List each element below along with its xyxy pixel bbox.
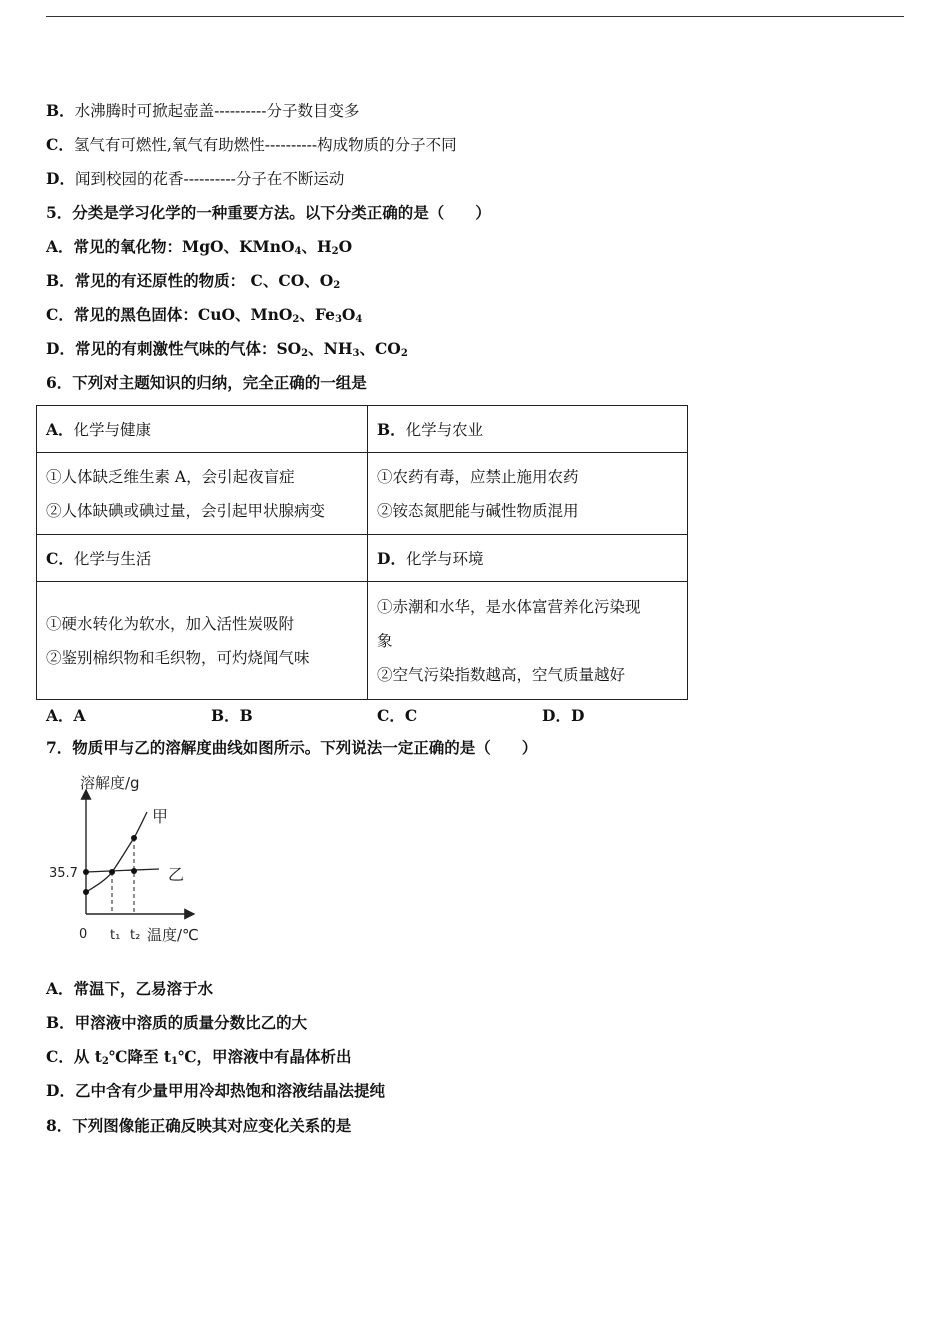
q4-option-d: D．闻到校园的花香----------分子在不断运动	[46, 169, 345, 188]
q5-option-a: A．常见的氧化物：MgO、KMnO$_4$、$H_2O$	[46, 237, 353, 257]
cell-d-line-2: ②空气污染指数越高，空气质量越好	[377, 665, 626, 684]
cell-a-body	[37, 453, 368, 535]
cell-b-title: B．化学与农业	[368, 406, 688, 453]
series-yi-label: 乙	[168, 865, 185, 884]
jia-t2-point	[131, 835, 137, 841]
q6-option-a: A．A	[46, 706, 86, 725]
cell-a-line-2: ②人体缺碘或碘过量，会引起甲状腺病变	[46, 501, 326, 520]
t1-label: t₁	[110, 928, 121, 943]
cell-d-body	[368, 582, 688, 700]
cell-c-line-2: ②鉴别棉织物和毛织物，可灼烧闻气味	[46, 648, 310, 667]
cell-c-title: C．化学与生活	[37, 535, 368, 582]
cell-c-body	[37, 582, 368, 700]
y-axis-label: 溶解度/g	[80, 774, 140, 792]
yi-start-point	[83, 869, 89, 875]
cell-a-line-1: ①人体缺乏维生素 A，会引起夜盲症	[46, 467, 295, 486]
q7-option-c: C．从 $t_2℃$降至 $t_1℃$，甲溶液中有晶体析出	[46, 1047, 352, 1067]
q7-stem: 7．物质甲与乙的溶解度曲线如图所示。下列说法一定正确的是（ ）	[46, 738, 538, 757]
q5-option-d: D．常见的有刺激性气味的气体：$SO_2$、$NH_3$、$CO_2$	[46, 339, 408, 359]
q6-option-c: C．C	[377, 706, 418, 725]
q7-option-d: D．乙中含有少量甲用冷却热饱和溶液结晶法提纯	[46, 1081, 385, 1100]
cell-d-line-1b: 象	[377, 631, 393, 650]
jia-start-point	[83, 889, 89, 895]
solubility-graph	[46, 768, 216, 948]
cell-a-title: A．化学与健康	[37, 406, 368, 453]
q4-option-c: C．氢气有可燃性,氧气有助燃性----------构成物质的分子不同	[46, 135, 457, 154]
q6-topics-table	[36, 405, 688, 700]
q6-option-d: D．D	[542, 706, 585, 725]
cell-b-line-1: ①农药有毒，应禁止施用农药	[377, 467, 579, 486]
cell-b-line-2: ②铵态氮肥能与碱性物质混用	[377, 501, 579, 520]
x-axis-label: 温度/℃	[147, 926, 199, 944]
q6-option-b: B．B	[211, 706, 253, 725]
q4-option-b: B．水沸腾时可掀起壶盖----------分子数目变多	[46, 101, 360, 120]
curve-jia	[86, 812, 147, 892]
yi-t2-point	[131, 868, 137, 874]
q5-stem: 5．分类是学习化学的一种重要方法。以下分类正确的是（ ）	[46, 203, 491, 222]
q6-stem: 6．下列对主题知识的归纳，完全正确的一组是	[46, 373, 367, 392]
cell-c-line-1: ①硬水转化为软水，加入活性炭吸附	[46, 614, 295, 633]
q5-option-b: B．常见的有还原性的物质： C、CO、$O_2$	[46, 271, 341, 291]
cell-d-title: D．化学与环境	[368, 535, 688, 582]
q8-stem: 8．下列图像能正确反映其对应变化关系的是	[46, 1116, 352, 1135]
q7-option-b: B．甲溶液中溶质的质量分数比乙的大	[46, 1013, 308, 1032]
curve-yi	[86, 869, 159, 872]
cell-b-body	[368, 453, 688, 535]
header-rule	[46, 16, 904, 17]
origin-label: 0	[79, 927, 88, 942]
y-tick-label: 35.7	[49, 866, 78, 881]
series-jia-label: 甲	[152, 807, 169, 826]
intersection-point	[109, 869, 115, 875]
q7-option-a: A．常温下，乙易溶于水	[46, 979, 214, 998]
cell-d-line-1: ①赤潮和水华，是水体富营养化污染现	[377, 597, 641, 616]
q5-option-c: C．常见的黑色固体：CuO、MnO$_2$、$Fe_3O_4$	[46, 305, 363, 325]
t2-label: t₂	[130, 928, 141, 943]
